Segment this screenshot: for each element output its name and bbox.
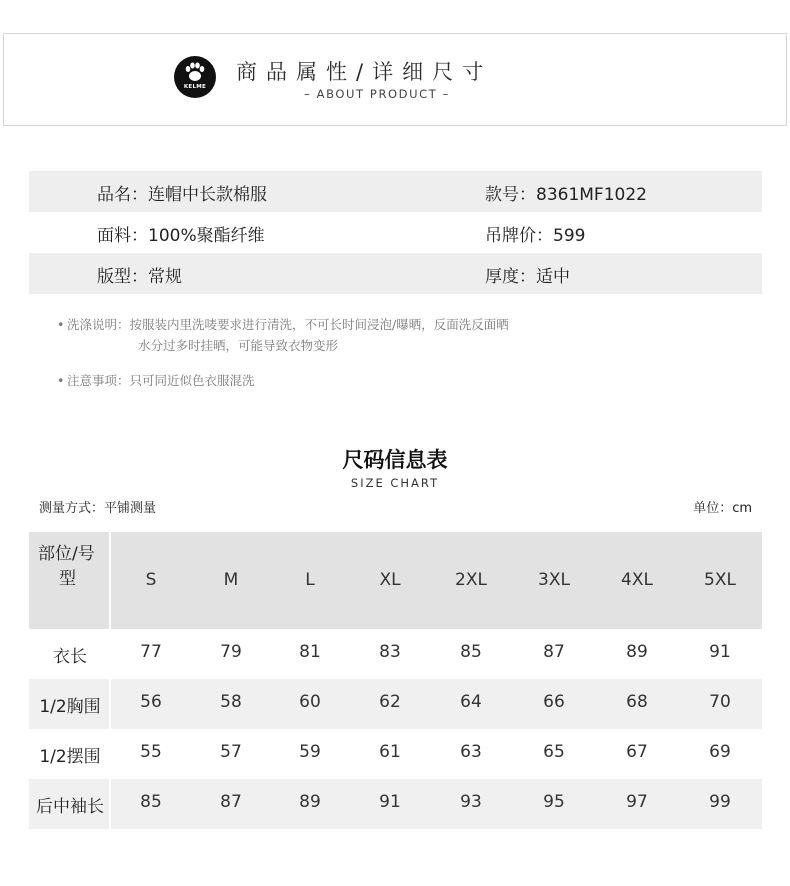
size-header-cell: L <box>305 570 315 590</box>
size-row-label: 1/2胸围 <box>39 697 101 717</box>
size-value-cell: 91 <box>379 792 401 812</box>
attention-note <box>57 370 255 391</box>
size-chart-title: 尺码信息表 <box>342 448 448 472</box>
size-value-cell: 91 <box>709 642 731 662</box>
size-value-cell: 68 <box>626 692 648 712</box>
size-header-cell: 2XL <box>455 570 487 590</box>
logo-text: KELME <box>183 84 207 90</box>
size-value-cell: 93 <box>460 792 482 812</box>
size-value-cell: 97 <box>626 792 648 812</box>
size-header-cell: XL <box>379 570 401 590</box>
size-row-name <box>29 679 111 729</box>
size-value-cell: 77 <box>140 642 162 662</box>
header-banner <box>3 33 787 126</box>
unit-label: 单位：cm <box>693 501 752 516</box>
size-header-cell: 5XL <box>704 570 736 590</box>
size-table-header <box>29 532 762 629</box>
size-value-cell: 66 <box>543 692 565 712</box>
size-header-cell: 3XL <box>538 570 570 590</box>
size-header-cell: S <box>145 570 157 590</box>
size-value-cell: 60 <box>299 692 321 712</box>
size-value-cell: 85 <box>140 792 162 812</box>
attribute-table <box>29 171 762 294</box>
size-row-label: 衣长 <box>53 647 87 667</box>
size-value-cell: 59 <box>299 742 321 762</box>
size-row <box>29 779 762 829</box>
size-value-cell: 58 <box>220 692 242 712</box>
wash-line-2: 水分过多时挂晒，可能导致衣物变形 <box>138 338 339 353</box>
size-value-cell: 69 <box>709 742 731 762</box>
attribute-product-name: 品名：连帽中长款棉服 <box>97 185 267 205</box>
attention-text: 注意事项：只可同近似色衣服混洗 <box>67 373 255 388</box>
wash-instructions <box>57 314 509 356</box>
header-title: 商品属性/详细尺寸 <box>236 60 493 84</box>
attribute-fabric: 面料：100%聚酯纤维 <box>97 226 265 246</box>
size-row <box>29 679 762 729</box>
size-header-cell: M <box>223 570 239 590</box>
attribute-row <box>29 212 762 253</box>
size-value-cell: 64 <box>460 692 482 712</box>
attribute-row <box>29 253 762 294</box>
size-row-name <box>29 629 111 679</box>
size-value-cell: 57 <box>220 742 242 762</box>
header-label-line-2: 型 <box>59 569 76 589</box>
size-row <box>29 729 762 779</box>
size-row-name <box>29 729 111 779</box>
measure-method: 测量方式：平铺测量 <box>39 501 157 516</box>
size-row-label: 1/2摆围 <box>39 747 101 767</box>
size-value-cell: 63 <box>460 742 482 762</box>
size-row-label: 后中袖长 <box>36 797 104 817</box>
size-value-cell: 99 <box>709 792 731 812</box>
size-value-cell: 70 <box>709 692 731 712</box>
header-label-line-1: 部位/号 <box>38 544 95 564</box>
size-chart-subtitle: SIZE CHART <box>350 476 440 490</box>
size-value-cell: 87 <box>220 792 242 812</box>
header-subtitle: – ABOUT PRODUCT – <box>304 87 451 101</box>
size-value-cell: 89 <box>626 642 648 662</box>
size-value-cell: 87 <box>543 642 565 662</box>
size-row <box>29 629 762 679</box>
size-value-cell: 56 <box>140 692 162 712</box>
bullet-icon: • <box>57 317 65 332</box>
attribute-fit: 版型：常规 <box>97 267 182 287</box>
size-value-cell: 55 <box>140 742 162 762</box>
bullet-icon: • <box>57 373 65 388</box>
size-value-cell: 95 <box>543 792 565 812</box>
size-value-cell: 81 <box>299 642 321 662</box>
size-value-cell: 65 <box>543 742 565 762</box>
size-value-cell: 83 <box>379 642 401 662</box>
size-value-cell: 61 <box>379 742 401 762</box>
size-header-cell: 4XL <box>621 570 653 590</box>
size-value-cell: 89 <box>299 792 321 812</box>
header-label <box>29 532 111 629</box>
size-value-cell: 79 <box>220 642 242 662</box>
attribute-style-number: 款号：8361MF1022 <box>485 185 647 205</box>
attribute-row <box>29 171 762 212</box>
size-table <box>29 532 762 829</box>
wash-line-1: 洗涤说明：按服装内里洗唛要求进行清洗，不可长时间浸泡/曝晒，反面洗反面晒 <box>67 317 509 332</box>
paw-icon <box>183 61 207 83</box>
attribute-thickness: 厚度：适中 <box>485 267 570 287</box>
size-value-cell: 67 <box>626 742 648 762</box>
attribute-tag-price: 吊牌价：599 <box>485 226 586 246</box>
size-value-cell: 85 <box>460 642 482 662</box>
size-row-name <box>29 779 111 829</box>
kelme-logo <box>174 56 216 98</box>
size-value-cell: 62 <box>379 692 401 712</box>
